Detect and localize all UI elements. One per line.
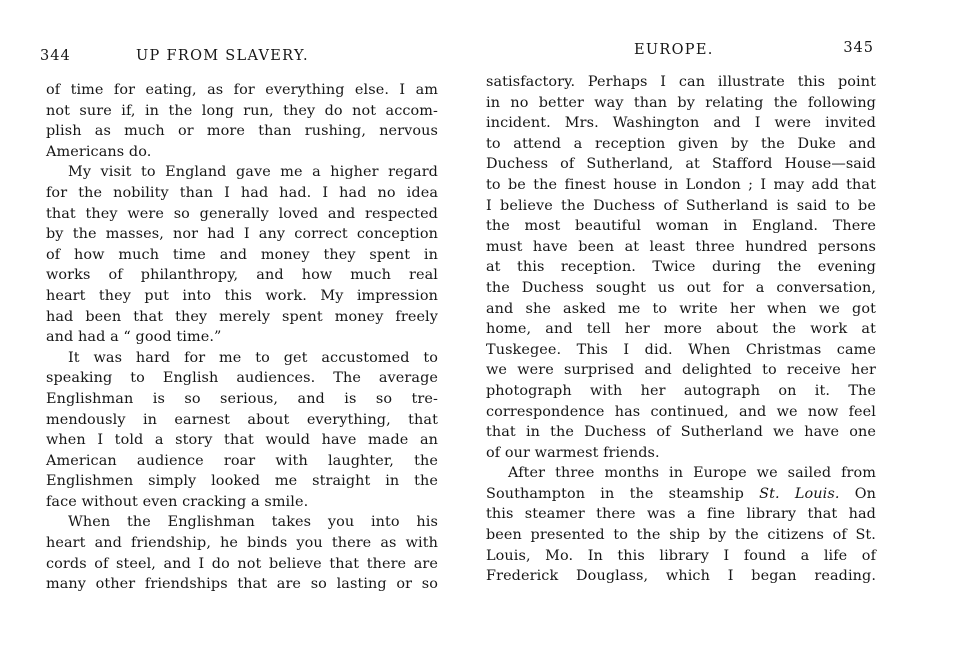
text-line: the Duchess sought us out for a conversation, (486, 279, 876, 296)
running-title: EUROPE. (634, 42, 714, 58)
text-line: incident. Mrs. Washington and I were invited (486, 115, 876, 132)
text-line: when I told a story that would have made an (46, 432, 438, 449)
left-page (40, 0, 490, 662)
text-line: My visit to England gave me a higher regard (68, 164, 438, 181)
text-line: I believe the Duchess of Sutherland is said to be (486, 197, 876, 214)
running-title: UP FROM SLAVERY. (136, 48, 309, 64)
text-line: Frederick Douglass, which I began reading. (486, 568, 876, 585)
text-line: had been that they merely spent money freely (46, 308, 438, 325)
text-line: face without even cracking a smile. (46, 493, 309, 510)
text-line: Englishman is so serious, and is so tre- (46, 390, 438, 407)
text-line: heart and friendship, he binds you there as with (46, 535, 438, 552)
text-line: to be the finest house in London ; I may add that (486, 176, 876, 193)
text-line: It was hard for me to get accustomed to (68, 349, 438, 366)
text-line: Duchess of Sutherland, at Stafford House—said (486, 156, 876, 173)
text-line: correspondence has continued, and we now feel (486, 403, 876, 420)
text-line: home, and tell her more about the work at (486, 321, 876, 338)
text-line: for the nobility than I had had. I had no idea (46, 184, 438, 201)
text-line: speaking to English audiences. The average (46, 370, 438, 387)
text-line: of how much time and money they spent in (46, 246, 438, 263)
text-line: After three months in Europe we sailed from (508, 465, 876, 482)
text-line: cords of steel, and I do not believe that there are (46, 555, 438, 572)
text-line: Englishmen simply looked me straight in the (46, 473, 438, 490)
text-line: plish as much or more than rushing, nervous (46, 123, 438, 140)
text-line: in no better way than by relating the following (486, 94, 876, 111)
text-line: Southampton in the steamship St. Louis. On (486, 485, 876, 502)
text-line: to attend a reception given by the Duke and (486, 135, 876, 152)
text-line: of time for eating, as for everything else. I am (46, 82, 438, 98)
text-line: works of philanthropy, and how much real (46, 267, 438, 284)
text-line: the most beautiful woman in England. There (486, 218, 876, 235)
right-page (486, 0, 886, 662)
text-line: we were surprised and delighted to receive her (486, 362, 876, 379)
text-line: must have been at least three hundred persons (486, 238, 876, 255)
left-page-text (46, 80, 438, 595)
right-page-header (486, 40, 886, 70)
text-line: Tuskegee. This I did. When Christmas came (486, 341, 876, 358)
text-line: been presented to the ship by the citizens of St. (486, 527, 876, 544)
text-line: Louis, Mo. In this library I found a life of (486, 547, 876, 564)
text-line: at this reception. Twice during the evening (486, 259, 876, 276)
text-line: Americans do. (46, 143, 152, 160)
text-line: many other friendships that are so lasting or so (46, 576, 438, 593)
italic-ship-name: St. Louis. (759, 485, 840, 502)
text-line: not sure if, in the long run, they do not accom- (46, 102, 438, 119)
right-page-text (486, 72, 876, 587)
text-line: mendously in earnest about everything, that (46, 411, 438, 428)
left-page-header (40, 48, 490, 70)
text-line: that they were so generally loved and respected (46, 205, 438, 222)
text-line: American audience roar with laughter, the (46, 452, 438, 469)
text-line: When the Englishman takes you into his (68, 514, 438, 531)
text-line: by the masses, nor had I any correct conception (46, 226, 438, 243)
page-number: 345 (843, 40, 874, 56)
page-number: 344 (40, 48, 71, 64)
text-line: heart they put into this work. My impression (46, 287, 438, 304)
text-line: that in the Duchess of Sutherland we have one (486, 424, 876, 441)
text-line: satisfactory. Perhaps I can illustrate this point (486, 74, 876, 90)
text-line: and she asked me to write her when we got (486, 300, 876, 317)
text-line: and had a “ good time.” (46, 329, 222, 346)
text-line: photograph with her autograph on it. The (486, 382, 876, 399)
text-line: this steamer there was a fine library that had (486, 506, 876, 523)
text-line: of our warmest friends. (486, 444, 660, 461)
